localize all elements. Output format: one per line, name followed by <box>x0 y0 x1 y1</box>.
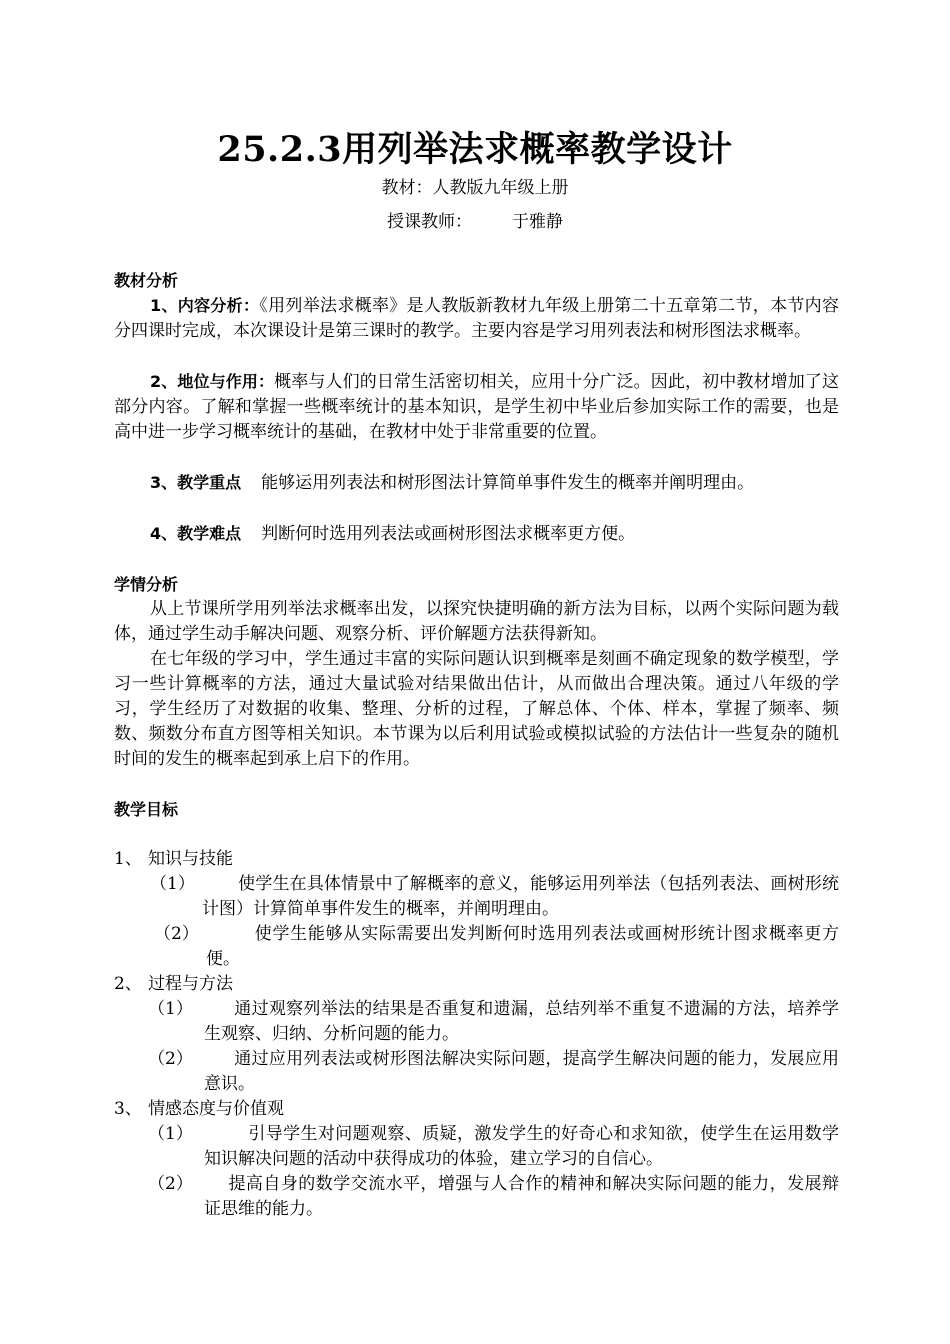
students-paragraph-1: 从上节课所学用列举法求概率出发，以探究快捷明确的新方法为目标，以两个实际问题为载体，通过学生动手解决问题、观察分析、评价解题方法获得新知。 <box>114 599 839 644</box>
teacher-name: 于雅静 <box>512 212 563 232</box>
textbook-line: 教材：人教版九年级上册 <box>381 178 569 198</box>
material-paragraph-2: 2、地位与作用：概率与人们的日常生活密切相关，应用十分广泛。因此，初中教材增加了这部分内容。了解和掌握一些概率统计的基本知识，是学生初中毕业后参加实际工作的需要，也是高中进一步学习概率统计的基础，在教材中处于非常重要的位置。 <box>114 372 839 442</box>
students-paragraph-2: 在七年级的学习中，学生通过丰富的实际问题认识到概率是刻画不确定现象的数学模型，学习一些计算概率的方法，通过大量试验对结果做出估计，从而做出合理决策。通过八年级的学习，学生经历了对数据的收集、整理、分析的过程，了解总体、个体、样本，掌握了频率、频数、频数分布直方图等相关知识。本节课为以后利用试验或模拟试验的方法估计一些复杂的随机时间的发生的概率起到承上启下的作用。 <box>114 649 839 769</box>
teacher-line <box>0 210 950 234</box>
material-paragraph-4: 4、教学难点 判断何时选用列表法或画树形图法求概率更方便。 <box>150 524 636 544</box>
section-heading-material: 教材分析 <box>114 271 179 290</box>
goal-subitem: （2） 使学生能够从实际需要出发判断何时选用列表法或画树形统计图求概率更方便。 <box>154 924 839 969</box>
goal-item: 1、 知识与技能 <box>114 849 233 869</box>
section-heading-goals: 教学目标 <box>114 800 179 819</box>
document-body <box>114 268 839 1222</box>
material-paragraph-1: 1、内容分析：《用列举法求概率》是人教版新教材九年级上册第二十五章第二节，本节内容分四课时完成，本次课设计是第三课时的教学。主要内容是学习用列表法和树形图法求概率。 <box>114 296 839 341</box>
document-title: 25.2.3用列举法求概率教学设计 <box>217 129 733 170</box>
goal-subitem: （1） 使学生在具体情景中了解概率的意义，能够运用列举法（包括列表法、画树形统计图）计算简单事件发生的概率，并阐明理由。 <box>150 874 839 919</box>
section-heading-students: 学情分析 <box>114 575 179 594</box>
goal-subitem: （2） 提高自身的数学交流水平，增强与人合作的精神和解决实际问题的能力，发展辩证思维的能力。 <box>148 1174 839 1219</box>
goal-subitem: （1） 引导学生对问题观察、质疑，激发学生的好奇心和求知欲，使学生在运用数学知识解决问题的活动中获得成功的体验，建立学习的自信心。 <box>148 1124 839 1169</box>
teacher-label: 授课教师： <box>387 212 472 232</box>
goal-item: 3、 情感态度与价值观 <box>114 1099 284 1119</box>
goal-subitem: （2） 通过应用列表法或树形图法解决实际问题，提高学生解决问题的能力，发展应用意识。 <box>148 1049 839 1094</box>
goal-subitem: （1） 通过观察列举法的结果是否重复和遗漏，总结列举不重复不遗漏的方法，培养学生观察、归纳、分析问题的能力。 <box>148 999 839 1044</box>
material-paragraph-3: 3、教学重点 能够运用列表法和树形图法计算简单事件发生的概率并阐明理由。 <box>150 473 755 493</box>
goal-item: 2、 过程与方法 <box>114 974 233 994</box>
